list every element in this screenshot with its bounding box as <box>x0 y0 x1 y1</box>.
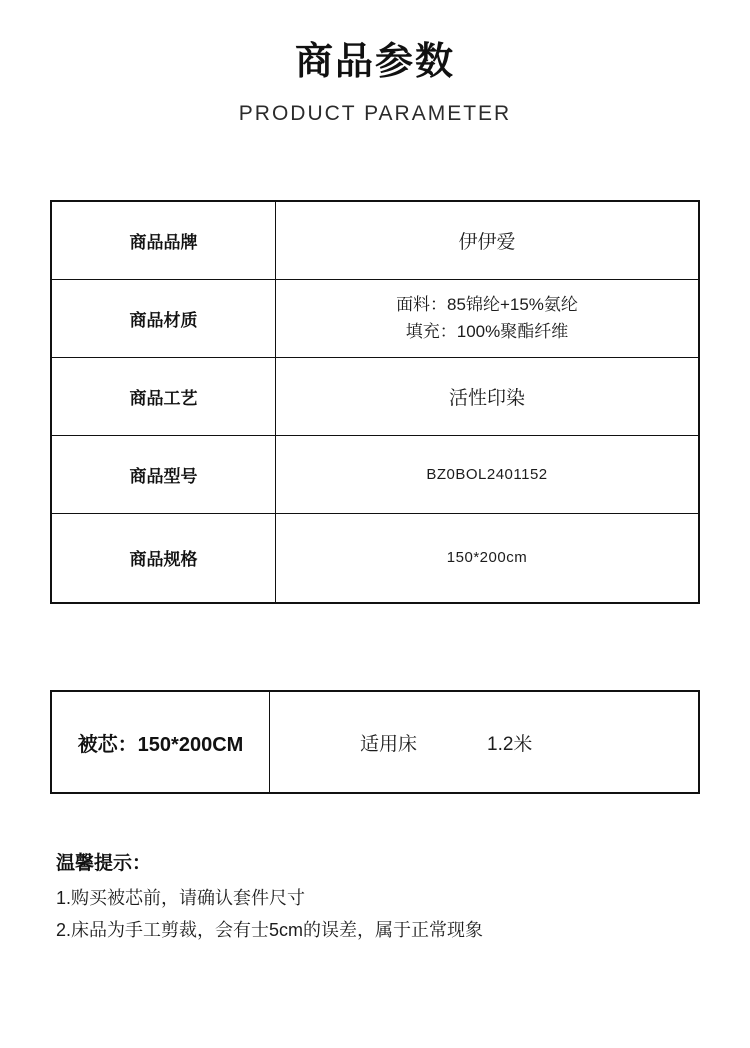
size-bed-cell <box>270 691 700 793</box>
param-value-craft: 活性印染 <box>276 357 700 435</box>
table-row <box>51 513 699 603</box>
tips-line-2: 2.床品为手工剪裁，会有士5cm的误差，属于正常现象 <box>56 919 484 940</box>
param-value-material <box>276 279 700 357</box>
tips-section <box>56 848 716 946</box>
table-row <box>51 357 699 435</box>
table-row <box>51 691 699 793</box>
bed-label: 适用床 <box>360 733 418 755</box>
table-row <box>51 435 699 513</box>
param-value-material-line2: 填充：100%聚酯纤维 <box>405 322 569 341</box>
param-value-material-line1: 面料：85锦纶+15%氨纶 <box>396 294 578 314</box>
tips-line-1: 1.购买被芯前，请确认套件尺寸 <box>56 888 306 908</box>
param-value-model: BZ0BOL2401152 <box>276 435 700 513</box>
param-label-brand: 商品品牌 <box>51 201 276 279</box>
param-value-brand: 伊伊爱 <box>276 201 700 279</box>
size-spec-label: 被芯：150*200CM <box>51 691 270 793</box>
table-row <box>51 279 699 357</box>
param-value-spec: 150*200cm <box>276 513 700 603</box>
param-label-craft: 商品工艺 <box>51 357 276 435</box>
size-table <box>50 690 700 794</box>
param-label-spec: 商品规格 <box>51 513 276 603</box>
param-label-model: 商品型号 <box>51 435 276 513</box>
param-label-material: 商品材质 <box>51 279 276 357</box>
page-title: 商品参数 <box>294 41 455 83</box>
bed-value: 1.2米 <box>487 733 533 755</box>
product-parameter-table <box>50 200 700 604</box>
table-row <box>51 201 699 279</box>
tips-title: 温馨提示： <box>56 853 152 874</box>
page-subtitle: PRODUCT PARAMETER <box>238 101 512 125</box>
page-header <box>0 0 750 126</box>
